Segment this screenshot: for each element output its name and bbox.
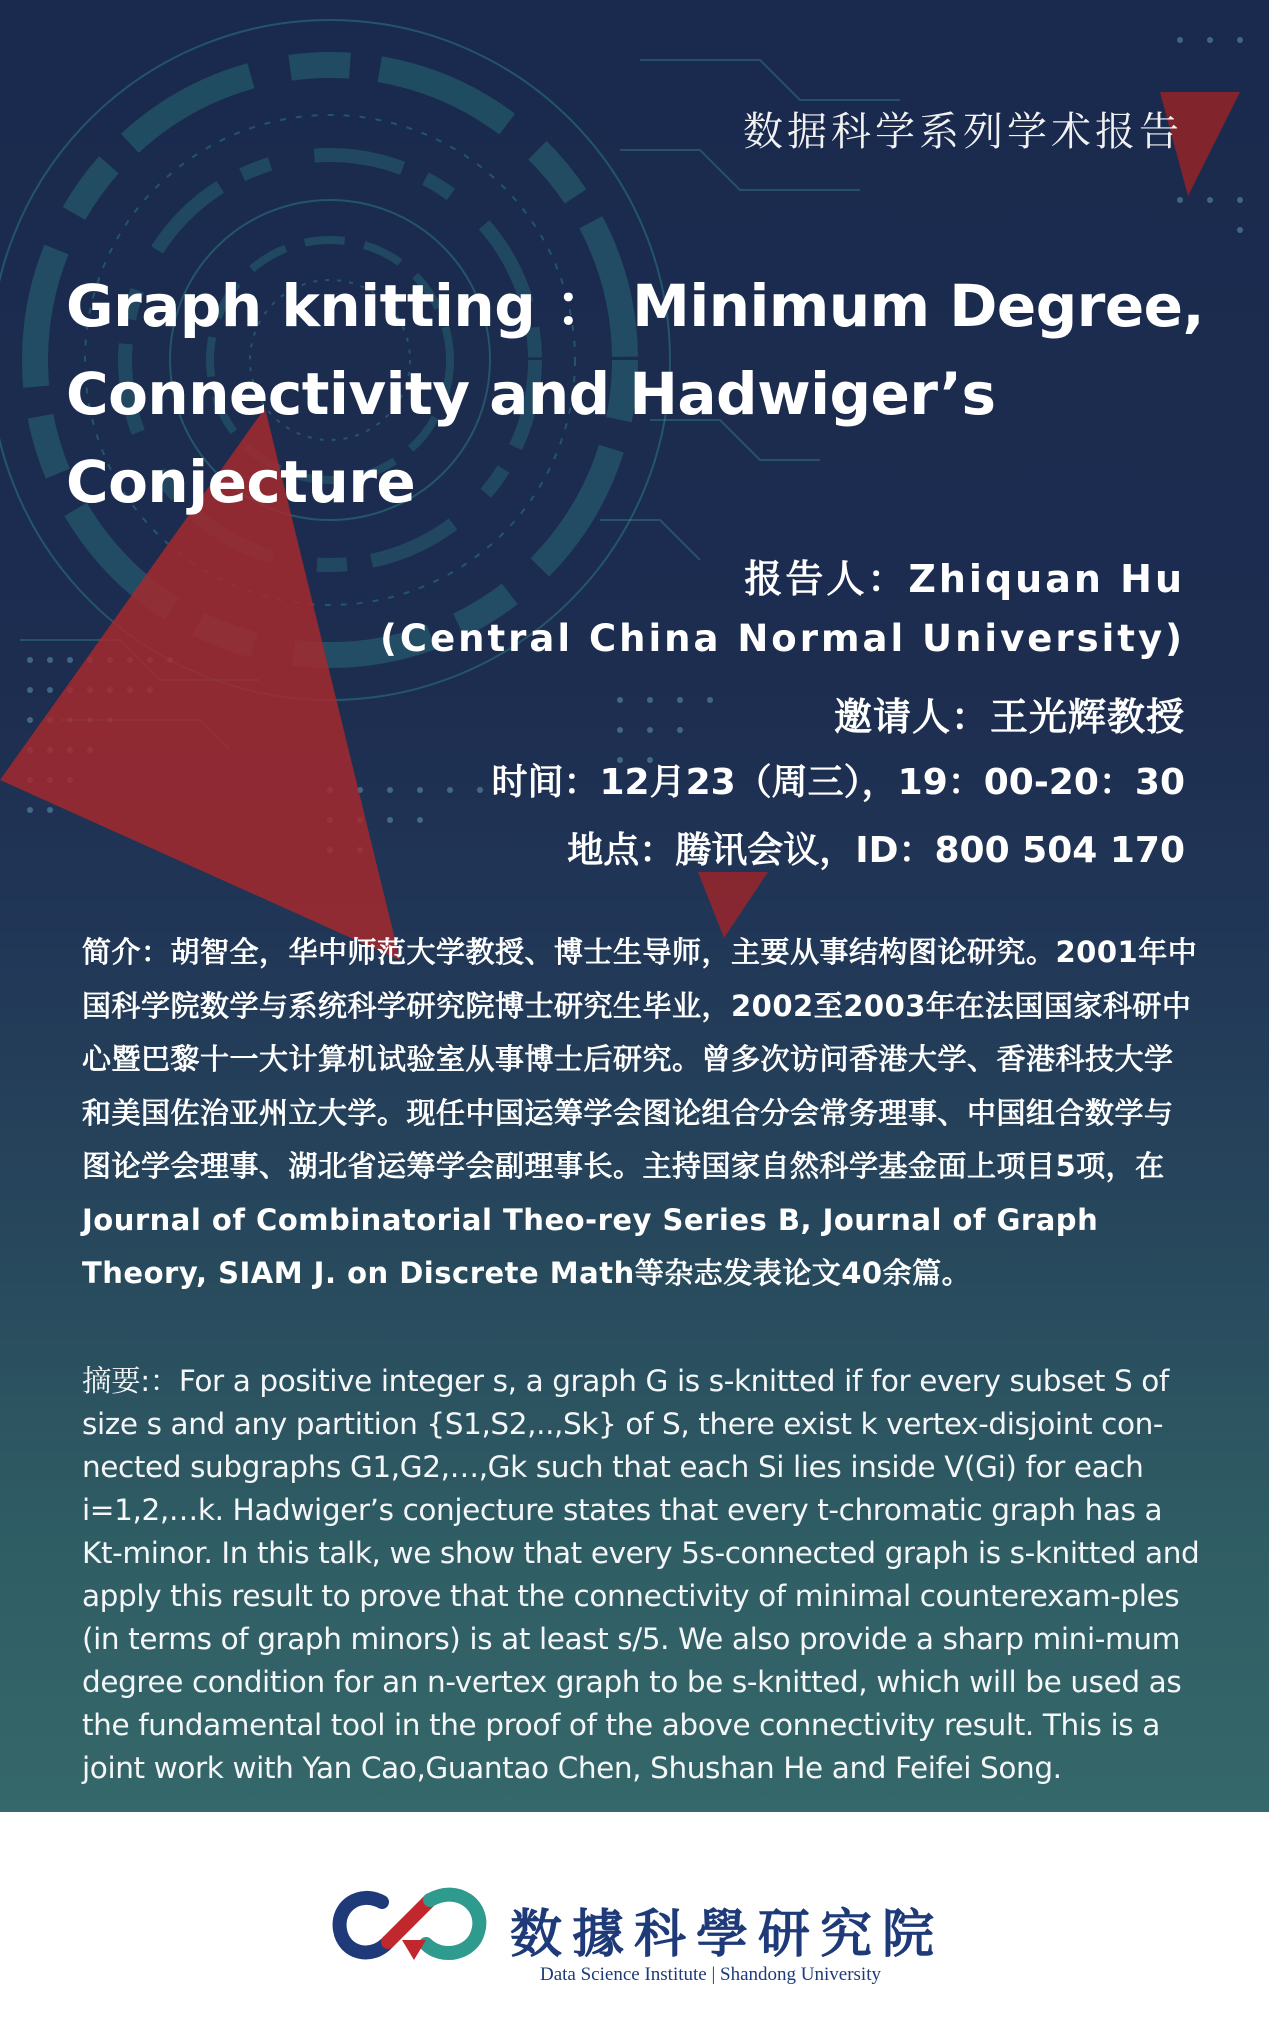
talk-title-line-1: Graph knitting ： Minimum Degree, [66, 272, 1205, 340]
speaker-affiliation: (Central China Normal University) [380, 617, 1185, 660]
speaker-introduction: 简介：胡智全，华中师范大学教授、博士生导师，主要从事结构图论研究。2001年中国科学院数学与系统科学研究院博士研究生毕业，2002至2003年在法国国家科研中心暨巴黎十一大计算机试验室从事博士后研究。曾多次访问香港大学、香港科技大学和美国佐治亚州立大学。现任中国运筹学会图论组合分会常务理事、中国组合数学与图论学会理事、湖北省运筹学会副理事长。主持国家自然科学基金面上项目5项，在Journal of Combinatorial Theo-rey Series B, Journal of Graph Theory, SIAM J. on Discrete Math等杂志发表论文40余篇。 [82, 935, 1198, 1290]
talk-abstract: 摘要:：For a positive integer s, a graph G is s-knitted if for every subset S of size s and any partition {S1,S2,..,Sk} of S, there exist k vertex-disjoint con-nected subgraphs G1,G2,…,Gk such that each Si lies inside V(Gi) for each i=1,2,…k. Hadwiger’s conjecture states that every t-chromatic graph has a Kt-minor. In this talk, we show that every 5s-connected graph is s-knitted and apply this result to prove that the connectivity of minimal counterexam-ples (in terms of graph minors) is at least s/5. We also provide a sharp mini-mum degree condition for an n-vertex graph to be s-knitted, which will be used as the fundamental tool in the proof of the above connectivity result. This is a joint work with Yan Cao,Guantao Chen, Shushan He and Feifei Song. [82, 1364, 1200, 1785]
series-title: 数据科学系列学术报告 [743, 109, 1183, 155]
institute-name-cn: 数據科學研究院 [510, 1904, 945, 1965]
talk-title-line-2: Connectivity and Hadwiger’s Conjecture [66, 360, 996, 516]
inviter: 邀请人：王光辉教授 [833, 695, 1185, 739]
institute-name-en: Data Science Institute | Shandong University [540, 1964, 881, 1985]
talk-title [66, 262, 1226, 526]
footer [0, 1812, 1269, 2030]
speaker: 报告人：Zhiquan Hu [744, 557, 1185, 601]
talk-location: 地点：腾讯会议，ID：800 504 170 [567, 830, 1185, 871]
talk-time: 时间：12月23（周三），19：00-20：30 [491, 762, 1185, 803]
institute-logo-icon [330, 1882, 490, 1968]
